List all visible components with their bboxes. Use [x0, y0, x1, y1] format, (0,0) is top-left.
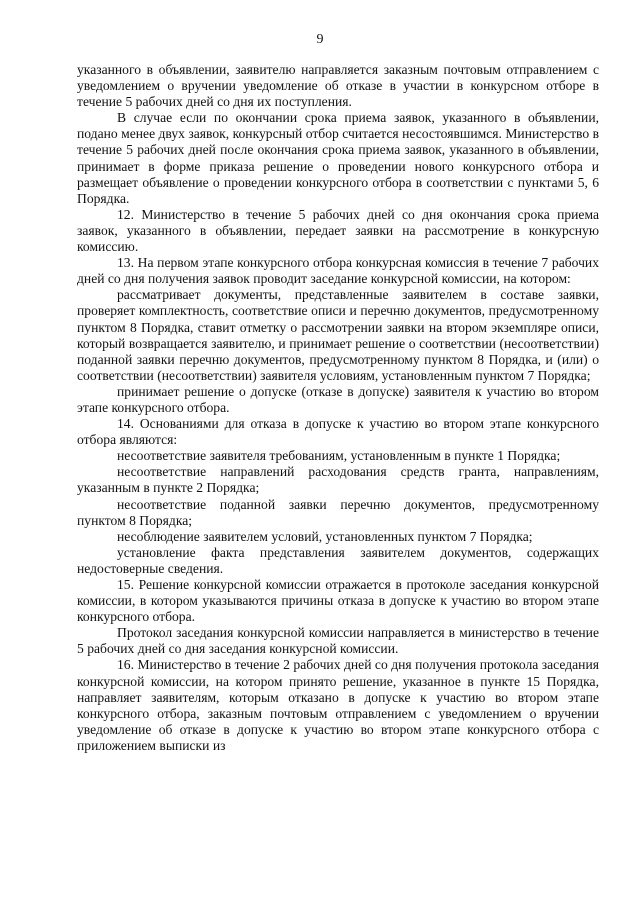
page-number: 9 — [316, 32, 324, 47]
paragraph: рассматривает документы, представленные заявителем в составе заявки, проверяет комплектность, соответствие описи и перечню документов, предусмотренному пунктом 8 Порядка, ставит отметку о рассмотрении заявки на втором экземпляре описи, который возвращается заявителю, и принимает решение о соответствии (несоответствии) поданной заявки перечню документов, предусмотренному пунктом 8 Порядка, и (или) о соответствии (несоответствии) заявителя условиям, установленным пунктом 7 Порядка; — [77, 287, 599, 383]
paragraph: Протокол заседания конкурсной комиссии направляется в министерство в течение 5 рабочих дней со дня заседания конкурсной комиссии. — [77, 625, 599, 657]
paragraph-item-14: 14. Основаниями для отказа в допуске к участию во втором этапе конкурсного отбора являются: — [77, 416, 599, 448]
paragraph: принимает решение о допуске (отказе в допуске) заявителя к участию во втором этапе конкурсного отбора. — [77, 383, 599, 415]
paragraph: указанного в объявлении, заявителю направляется заказным почтовым отправлением с уведомлением о вручении уведомление об отказе в участии в конкурсном отборе в течение 5 рабочих дней со дня их поступления. — [77, 62, 599, 110]
paragraph-item-12: 12. Министерство в течение 5 рабочих дней со дня окончания срока приема заявок, указанного в объявлении, передает заявки на рассмотрение в конкурсную комиссию. — [77, 206, 599, 255]
paragraph: В случае если по окончании срока приема заявок, указанного в объявлении, подано менее двух заявок, конкурсный отбор считается несостоявшимся. Министерство в течение 5 рабочих дней после окончания срока приема заявок, указанного в объявлении, принимает в форме приказа решение о проведении нового конкурсного отбора и размещает объявление о проведении конкурсного отбора в соответствии с пунктами 5, 6 Порядка. — [77, 110, 599, 206]
paragraph-item-13: 13. На первом этапе конкурсного отбора конкурсная комиссия в течение 7 рабочих дней со дня получения заявок проводит заседание конкурсной комиссии, на котором: — [77, 255, 599, 287]
paragraph: установление факта представления заявителем документов, содержащих недостоверные сведения. — [77, 544, 599, 576]
paragraph: несоответствие поданной заявки перечню документов, предусмотренному пунктом 8 Порядка; — [77, 496, 599, 528]
paragraph: несоблюдение заявителем условий, установленных пунктом 7 Порядка; — [117, 528, 533, 544]
document-body — [77, 62, 599, 754]
paragraph: несоответствие направлений расходования средств гранта, направлениям, указанным в пункте 2 Порядка; — [77, 464, 599, 496]
paragraph-item-16: 16. Министерство в течение 2 рабочих дней со дня получения протокола заседания конкурсной комиссии, на котором принято решение, указанное в пункте 15 Порядка, направляет заявителям, которым отказано в допуске к участию во втором этапе конкурсного отбора, заказным почтовым отправлением с уведомлением о вручении уведомление об отказе в допуске к участию во втором этапе конкурсного отбора с приложением выписки из — [77, 657, 599, 753]
paragraph-item-15: 15. Решение конкурсной комиссии отражается в протоколе заседания конкурсной комиссии, в котором указываются причины отказа в допуске к участию во втором этапе конкурсного отбора. — [77, 577, 599, 625]
paragraph: несоответствие заявителя требованиям, установленным в пункте 1 Порядка; — [117, 448, 561, 464]
